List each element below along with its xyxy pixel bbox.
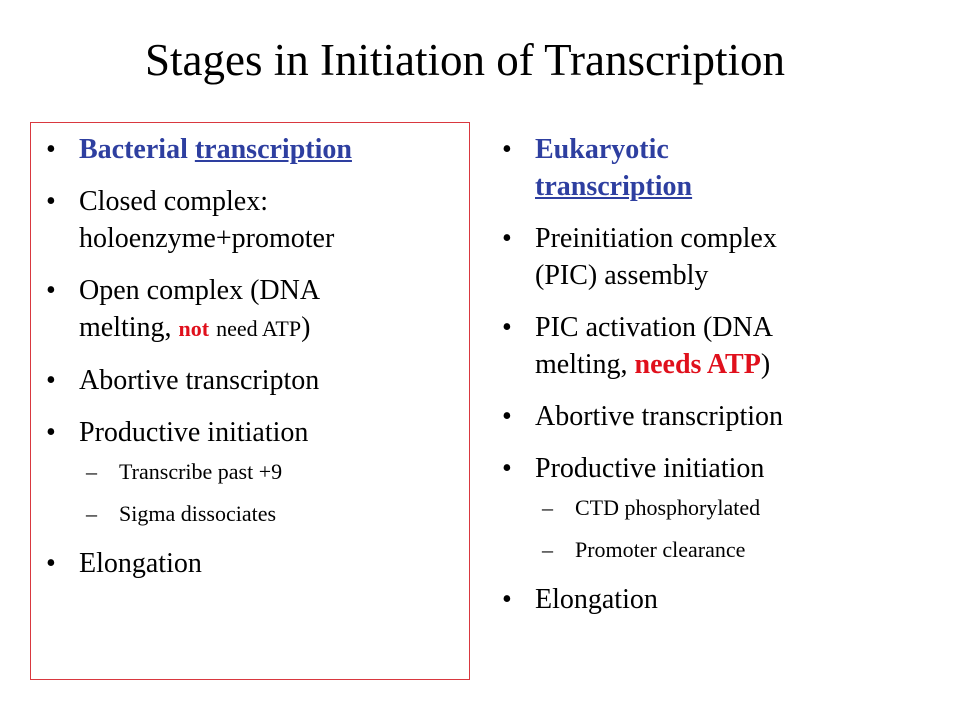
subitem-promoter-text: Promoter clearance xyxy=(575,537,746,562)
productive-text: Productive initiation xyxy=(535,453,765,484)
bullet-icon: • xyxy=(46,417,56,448)
slide-title: Stages in Initiation of Transcription xyxy=(145,35,785,85)
bullet-icon: • xyxy=(46,548,56,579)
elongation-item xyxy=(46,545,466,582)
pic-activation-melting: melting, xyxy=(535,349,628,380)
subitem-transcribe xyxy=(46,457,466,487)
subitem-ctd xyxy=(502,493,942,523)
productive-item xyxy=(46,414,466,451)
need-atp-text: need ATP xyxy=(216,316,302,341)
abortive-text: Abortive transcripton xyxy=(79,365,320,396)
eukaryotic-heading-item xyxy=(502,131,942,205)
bacterial-heading: Bacterial xyxy=(79,134,188,165)
pic-activation-close-paren: ) xyxy=(760,349,771,380)
bacterial-heading-item xyxy=(46,131,466,168)
closed-complex-line1: Closed complex: xyxy=(79,186,268,217)
bullet-icon: • xyxy=(502,453,512,484)
transcription-link[interactable]: transcription xyxy=(194,134,352,165)
pic-activation-line1: PIC activation (DNA xyxy=(535,312,773,343)
subitem-sigma-text: Sigma dissociates xyxy=(119,501,277,526)
bullet-icon: • xyxy=(502,401,512,432)
subitem-promoter xyxy=(502,535,942,565)
dash-icon: – xyxy=(542,537,553,562)
productive-text: Productive initiation xyxy=(79,417,309,448)
not-emphasis: not xyxy=(178,316,210,341)
bullet-icon: • xyxy=(502,223,512,254)
bullet-icon: • xyxy=(46,365,56,396)
eukaryotic-list xyxy=(502,131,942,633)
bullet-icon: • xyxy=(502,312,512,343)
abortive-item xyxy=(46,362,466,399)
bullet-icon: • xyxy=(46,134,56,165)
bullet-icon: • xyxy=(46,275,56,306)
bullet-icon: • xyxy=(502,134,512,165)
closed-complex-item xyxy=(46,183,466,257)
pic-assembly-line1: Preinitiation complex xyxy=(535,223,777,254)
bullet-icon: • xyxy=(46,186,56,217)
needs-atp-emphasis: needs ATP xyxy=(634,349,761,380)
elongation-text: Elongation xyxy=(79,548,202,579)
open-complex-close-paren: ) xyxy=(301,312,311,343)
subitem-sigma xyxy=(46,499,466,529)
elongation-item xyxy=(502,581,942,618)
subitem-transcribe-text: Transcribe past +9 xyxy=(119,459,283,484)
open-complex-melting: melting, xyxy=(79,312,172,343)
closed-complex-line2: holoenzyme+promoter xyxy=(79,223,335,254)
dash-icon: – xyxy=(542,495,553,520)
dash-icon: – xyxy=(86,459,97,484)
elongation-text: Elongation xyxy=(535,584,658,615)
abortive-text: Abortive transcription xyxy=(535,401,784,432)
bacterial-list xyxy=(46,131,466,597)
subitem-ctd-text: CTD phosphorylated xyxy=(575,495,761,520)
pic-assembly-line2: (PIC) assembly xyxy=(535,260,709,291)
open-complex-line1: Open complex (DNA xyxy=(79,275,321,306)
bullet-icon: • xyxy=(502,584,512,615)
transcription-link[interactable]: transcription xyxy=(535,171,693,202)
dash-icon: – xyxy=(86,501,97,526)
pic-assembly-item xyxy=(502,220,942,294)
productive-item xyxy=(502,450,942,487)
abortive-item xyxy=(502,398,942,435)
pic-activation-item xyxy=(502,309,942,383)
eukaryotic-heading: Eukaryotic xyxy=(535,134,669,165)
open-complex-item xyxy=(46,272,466,347)
